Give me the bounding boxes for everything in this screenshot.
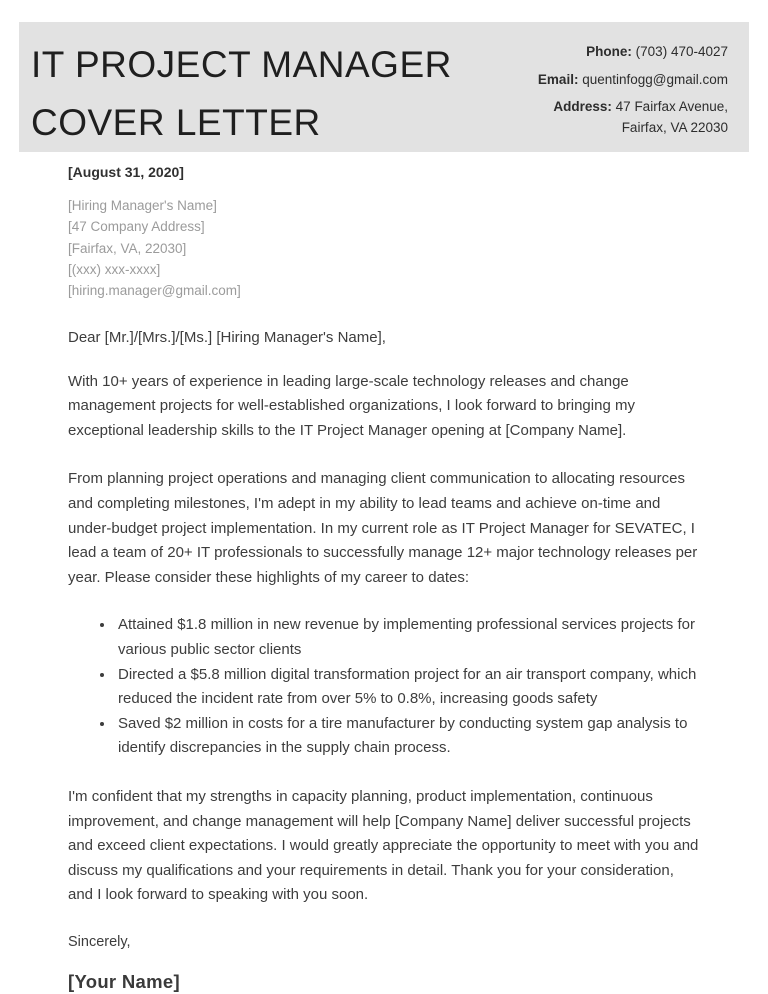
address-value-line2: Fairfax, VA 22030 [621,119,728,135]
email-value: quentinfogg@gmail.com [582,71,728,87]
highlight-item: • Directed a $5.8 million digital transformation project for an air transport company, which reduced the incident rate from over 5% to 0.8%, increasing goods safety [115,663,700,712]
address-line1 [538,98,728,116]
paragraph-experience: From planning project operations and managing client communication to allocating resources and completing milestones, I'm adept in my ability to lead teams and achieve on-time and under-budget project implementation. In my current role as IT Project Manager for SEVATEC, I lead a team of 20+ IT professionals to successfully manage 12+ major technology releases per year. Please consider these highlights of my career to dates: [68,470,698,586]
signoff: Sincerely, [68,933,131,950]
contact-email [538,71,728,89]
page-title-line1: IT PROJECT MANAGER [31,44,452,85]
contact-info [538,43,728,136]
recipient-block [68,195,700,302]
paragraph-intro: With 10+ years of experience in leading large-scale technology releases and change management projects for well-established organizations, I look forward to bringing my exceptional leadership skills to the IT Project Manager opening at [Company Name]. [68,372,635,439]
email-label: Email: [537,71,579,87]
header-band [19,22,749,152]
highlights-list [68,613,700,761]
address-value-line1: 47 Fairfax Avenue, [615,99,728,115]
address-label: Address: [553,99,612,115]
signature-placeholder: [Your Name] [68,970,180,992]
highlight-item: • Attained $1.8 million in new revenue by implementing professional services projects for various public sector clients [115,613,700,662]
recipient-line: [Fairfax, VA, 22030] [68,240,187,256]
phone-label: Phone: [586,44,632,59]
recipient-line: [(xxx) xxx-xxxx] [68,261,161,277]
recipient-line: [47 Company Address] [68,219,205,235]
contact-address [538,98,728,136]
recipient-line: [hiring.manager@gmail.com] [68,283,241,299]
paragraph-closing: I'm confident that my strengths in capacity planning, product implementation, continuous improvement, and change management will help [Company Name] deliver successful projects and exceed client expectations. I would greatly appreciate the opportunity to meet with you and discuss my qualifications and your requirements in detail. Thank you for your consideration, and I look forward to speaking with you soon. [68,787,699,904]
highlight-item: • Saved $2 million in costs for a tire manufacturer by conducting system gap analysis to identify discrepancies in the supply chain process. [115,712,700,761]
salutation: Dear [Mr.]/[Mrs.]/[Ms.] [Hiring Manager's Name], [68,328,386,346]
contact-phone [538,43,728,61]
page-title [31,36,452,152]
page-title-line2: COVER LETTER [31,102,321,144]
letter-date: [August 31, 2020] [68,164,184,180]
recipient-line: [Hiring Manager's Name] [68,198,217,213]
letter-body [0,164,768,993]
phone-value: (703) 470-4027 [635,44,728,59]
